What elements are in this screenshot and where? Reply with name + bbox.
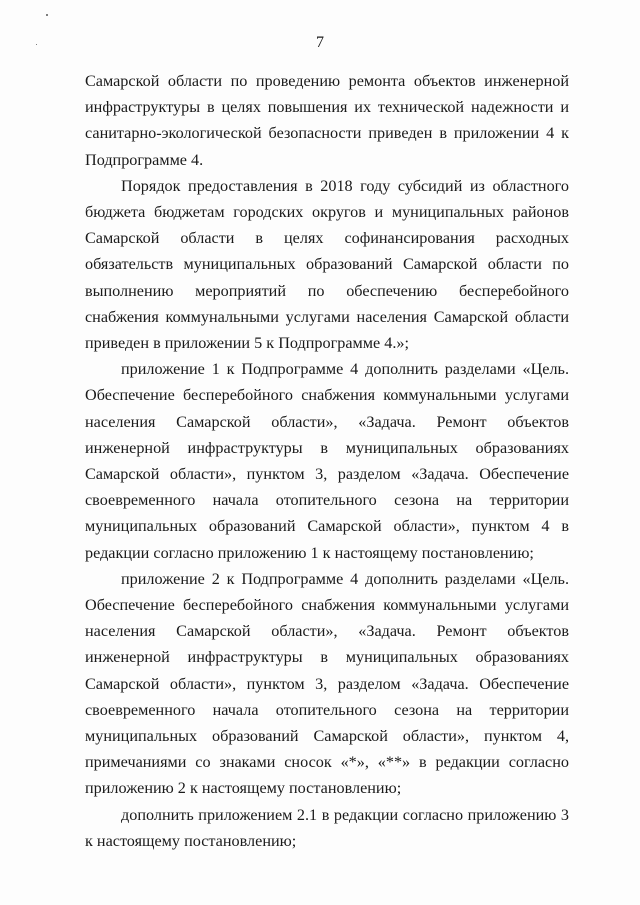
paragraph-1: Самарской области по проведению ремонта объектов инженерной инфраструктуры в целях повышения их технической надежности и санитарно-экологической безопасности приведен в приложении 4 к Подпрограмме 4. (85, 72, 569, 169)
document-body (85, 68, 569, 854)
paragraph-4: приложение 2 к Подпрограмме 4 дополнить разделами «Цель. Обеспечение бесперебойного снабжения коммунальными услугами населения Самарской области», «Задача. Ремонт объектов инженерной инфраструктуры в муниципальных образованиях Самарской области», пунктом 3, разделом «Задача. Обеспечение своевременного начала отопительного сезона на территории муниципальных образований Самарской области», пунктом 4, примечаниями со знаками сносок «*», «**» в редакции согласно приложению 2 к настоящему постановлению; (85, 569, 569, 798)
paragraph-2: Порядок предоставления в 2018 году субсидий из областного бюджета бюджетам городских округов и муниципальных районов Самарской области в целях софинансирования расходных обязательств муниципальных образований Самарской области по выполнению мероприятий по обеспечению бесперебойного снабжения коммунальными услугами населения Самарской области приведен в приложении 5 к Подпрограмме 4.»; (85, 176, 569, 353)
paragraph-3: приложение 1 к Подпрограмме 4 дополнить разделами «Цель. Обеспечение бесперебойного снабжения коммунальными услугами населения Самарской области», «Задача. Ремонт объектов инженерной инфраструктуры в муниципальных образованиях Самарской области», пунктом 3, разделом «Задача. Обеспечение своевременного начала отопительного сезона на территории муниципальных образований Самарской области», пунктом 4 в редакции согласно приложению 1 к настоящему постановлению; (85, 360, 569, 562)
scan-speck (46, 14, 48, 16)
page-number: 7 (316, 34, 324, 51)
paragraph-5: дополнить приложением 2.1 в редакции согласно приложению 3 к настоящему постановлению; (85, 805, 569, 850)
